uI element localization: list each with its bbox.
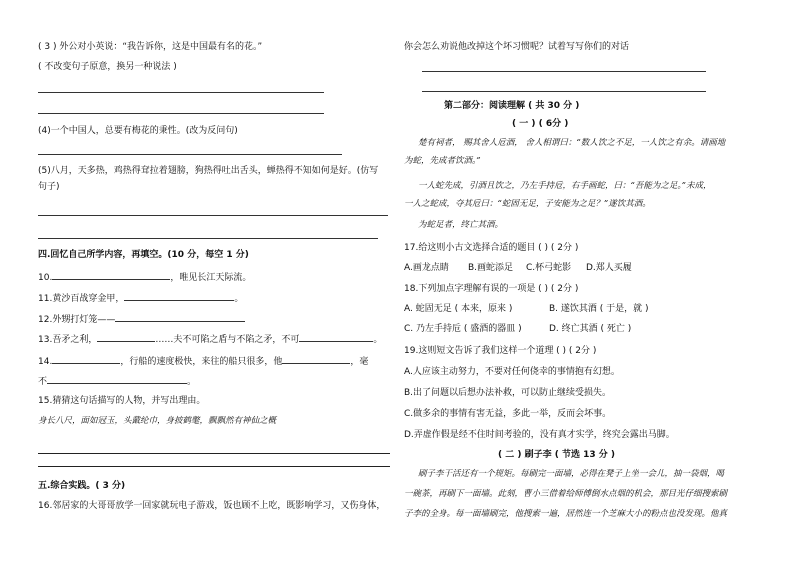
section-5-heading: 五.综合实践。( 3 分) — [38, 481, 126, 491]
passage-4-line-3: 子李的全身。每一面墙刷完，他搜索一遍，居然连一个芝麻大小的粉点也没发现。他真 — [404, 509, 728, 519]
q5-text-a: (5)八月，天多热，鸡热得耷拉着翅膀，狗热得吐出舌头，蝉热得不知如何是好。(仿写 — [38, 166, 379, 176]
passage-1-line-1: 楚有祠者， 赐其舍人卮酒， 舍人相谓曰：“数人饮之不足，一人饮之有余。请画地 — [418, 138, 726, 148]
q14-tail: ，毫 — [350, 357, 369, 367]
reading-2-heading: ( 二 ) 刷子李 ( 节选 13 分 ) — [498, 450, 616, 460]
q14-cont — [38, 374, 196, 388]
q3-hint: ( 不改变句子原意，换另一种说法 ) — [38, 62, 177, 72]
passage-4-line-2: 一碗茶，再刷下一面墙。此刻，曹小三借着给师傅倒水点烟的机会，那目光仔细搜索刷 — [404, 489, 728, 499]
answer-line-q5-2[interactable] — [38, 238, 378, 239]
answer-line-q16-2[interactable] — [422, 91, 706, 92]
answer-line-q4[interactable] — [38, 154, 342, 155]
passage-4-line-1: 刷子李干活还有一个规矩。每刷完一面墙，必得在凳子上坐一会儿，抽一袋烟，喝 — [418, 469, 725, 479]
q15-quote: 身长八尺，面如冠玉，头戴纶巾，身披鹤氅，飘飘然有神仙之概 — [38, 416, 277, 426]
q14-cont-label: 不 — [38, 377, 48, 387]
q5-text-b: 句子) — [38, 182, 60, 192]
q3-text: ( 3 ) 外公对小英说：“我告诉你，这是中国最有名的花。” — [38, 42, 263, 52]
q19-option-d[interactable]: D.弄虚作假是经不住时间考验的，没有真才实学，终究会露出马脚。 — [404, 430, 675, 440]
q12-blank[interactable] — [115, 312, 245, 322]
q13-label: 13.吾矛之利， — [38, 335, 98, 345]
q17-option-d[interactable]: D.郑人买履 — [586, 263, 632, 273]
q10-label: 10. — [38, 273, 53, 283]
part-2-heading: 第二部分：阅读理解 ( 共 30 分 ) — [444, 101, 580, 111]
q10 — [38, 270, 251, 284]
q13 — [38, 332, 382, 346]
q12-label: 12.外甥打灯笼—— — [38, 315, 116, 325]
q18-option-d[interactable]: D. 终亡其酒 ( 死亡 ) — [549, 324, 632, 334]
q17-text: 17.给这则小古文选择合适的题目 ( ) ( 2分 ) — [404, 243, 579, 253]
section-4-heading: 四.回忆自己所学内容，再填空。(10 分，每空 1 分) — [38, 250, 249, 260]
reading-1-heading: ( 一 ) ( 6分 ) — [512, 119, 569, 129]
q11-blank[interactable] — [124, 291, 234, 301]
q18-text: 18.下列加点字理解有误的一项是 ( ) ( 2分 ) — [404, 284, 579, 294]
q10-blank[interactable] — [52, 270, 170, 280]
q13-mid: ……夫不可陷之盾与不陷之矛，不可 — [155, 335, 300, 345]
q19-option-b[interactable]: B.出了问题以后想办法补救，可以防止继续受损失。 — [404, 388, 612, 398]
passage-2-line-1: 一人蛇先成，引酒且饮之，乃左手持卮，右手画蛇，曰：“吾能为之足。”未成， — [418, 181, 712, 191]
q18-option-a[interactable]: A. 蛇固无足 ( 本来，原来 ) — [404, 304, 513, 314]
q11 — [38, 291, 243, 305]
q13-tail: 。 — [373, 335, 383, 345]
q11-label: 11.黄沙百战穿金甲， — [38, 294, 125, 304]
q17-option-c[interactable]: C.杯弓蛇影 — [526, 263, 572, 273]
answer-line-q15-1[interactable] — [38, 453, 390, 454]
passage-3-line: 为蛇足者，终亡其酒。 — [418, 220, 504, 230]
q12 — [38, 312, 245, 326]
passage-1-line-2: 为蛇，先成者饮酒。” — [404, 156, 481, 166]
q4-text: (4)一个中国人，总要有梅花的秉性。(改为反问句) — [38, 126, 238, 136]
q16-text: 16.邻居家的大哥哥放学一回家就玩电子游戏，饭也顾不上吃，既影响学习，又伤身体， — [38, 501, 386, 511]
q17-option-b[interactable]: B.画蛇添足 — [468, 263, 514, 273]
q18-option-b[interactable]: B. 遂饮其酒 ( 于是，就 ) — [549, 304, 649, 314]
answer-line-q3-1[interactable] — [38, 92, 324, 93]
q14-mid: ，行船的速度极快，来往的船只很多，他 — [120, 357, 283, 367]
q14-cont-tail: 。 — [187, 377, 197, 387]
q10-tail: ，唯见长江天际流。 — [170, 273, 252, 283]
q18-option-c[interactable]: C. 乃左手持卮 ( 盛酒的器皿 ) — [404, 324, 522, 334]
answer-line-q16-1[interactable] — [422, 71, 706, 72]
q14-blank-2[interactable] — [282, 354, 350, 364]
q15-text: 15.猜猜这句话描写的人物，并写出理由。 — [38, 396, 206, 406]
q17-option-a[interactable]: A.画龙点睛 — [404, 263, 449, 273]
passage-2-line-2: 一人之蛇成，夺其卮曰：“蛇固无足，子安能为之足？”遂饮其酒。 — [404, 199, 651, 209]
answer-line-q5-1[interactable] — [38, 215, 388, 216]
answer-line-q3-2[interactable] — [38, 113, 324, 114]
q13-blank-2[interactable] — [299, 332, 373, 342]
answer-line-q15-2[interactable] — [38, 466, 390, 467]
q19-option-c[interactable]: C.做多余的事情有害无益，多此一举，反而会坏事。 — [404, 409, 612, 419]
q14-label: 14. — [38, 357, 53, 367]
q13-blank-1[interactable] — [97, 332, 155, 342]
q16-continuation: 你会怎么劝说他改掉这个坏习惯呢？试着写写你们的对话 — [404, 42, 630, 52]
q19-option-a[interactable]: A.人应该主动努力，不要对任何侥幸的事情抱有幻想。 — [404, 367, 620, 377]
q14 — [38, 354, 368, 368]
q14-blank-3[interactable] — [47, 374, 187, 384]
q19-text: 19.这则短文告诉了我们这样一个道理 ( ) ( 2分 ) — [404, 346, 597, 356]
q11-tail: 。 — [234, 294, 244, 304]
q14-blank-1[interactable] — [52, 354, 120, 364]
